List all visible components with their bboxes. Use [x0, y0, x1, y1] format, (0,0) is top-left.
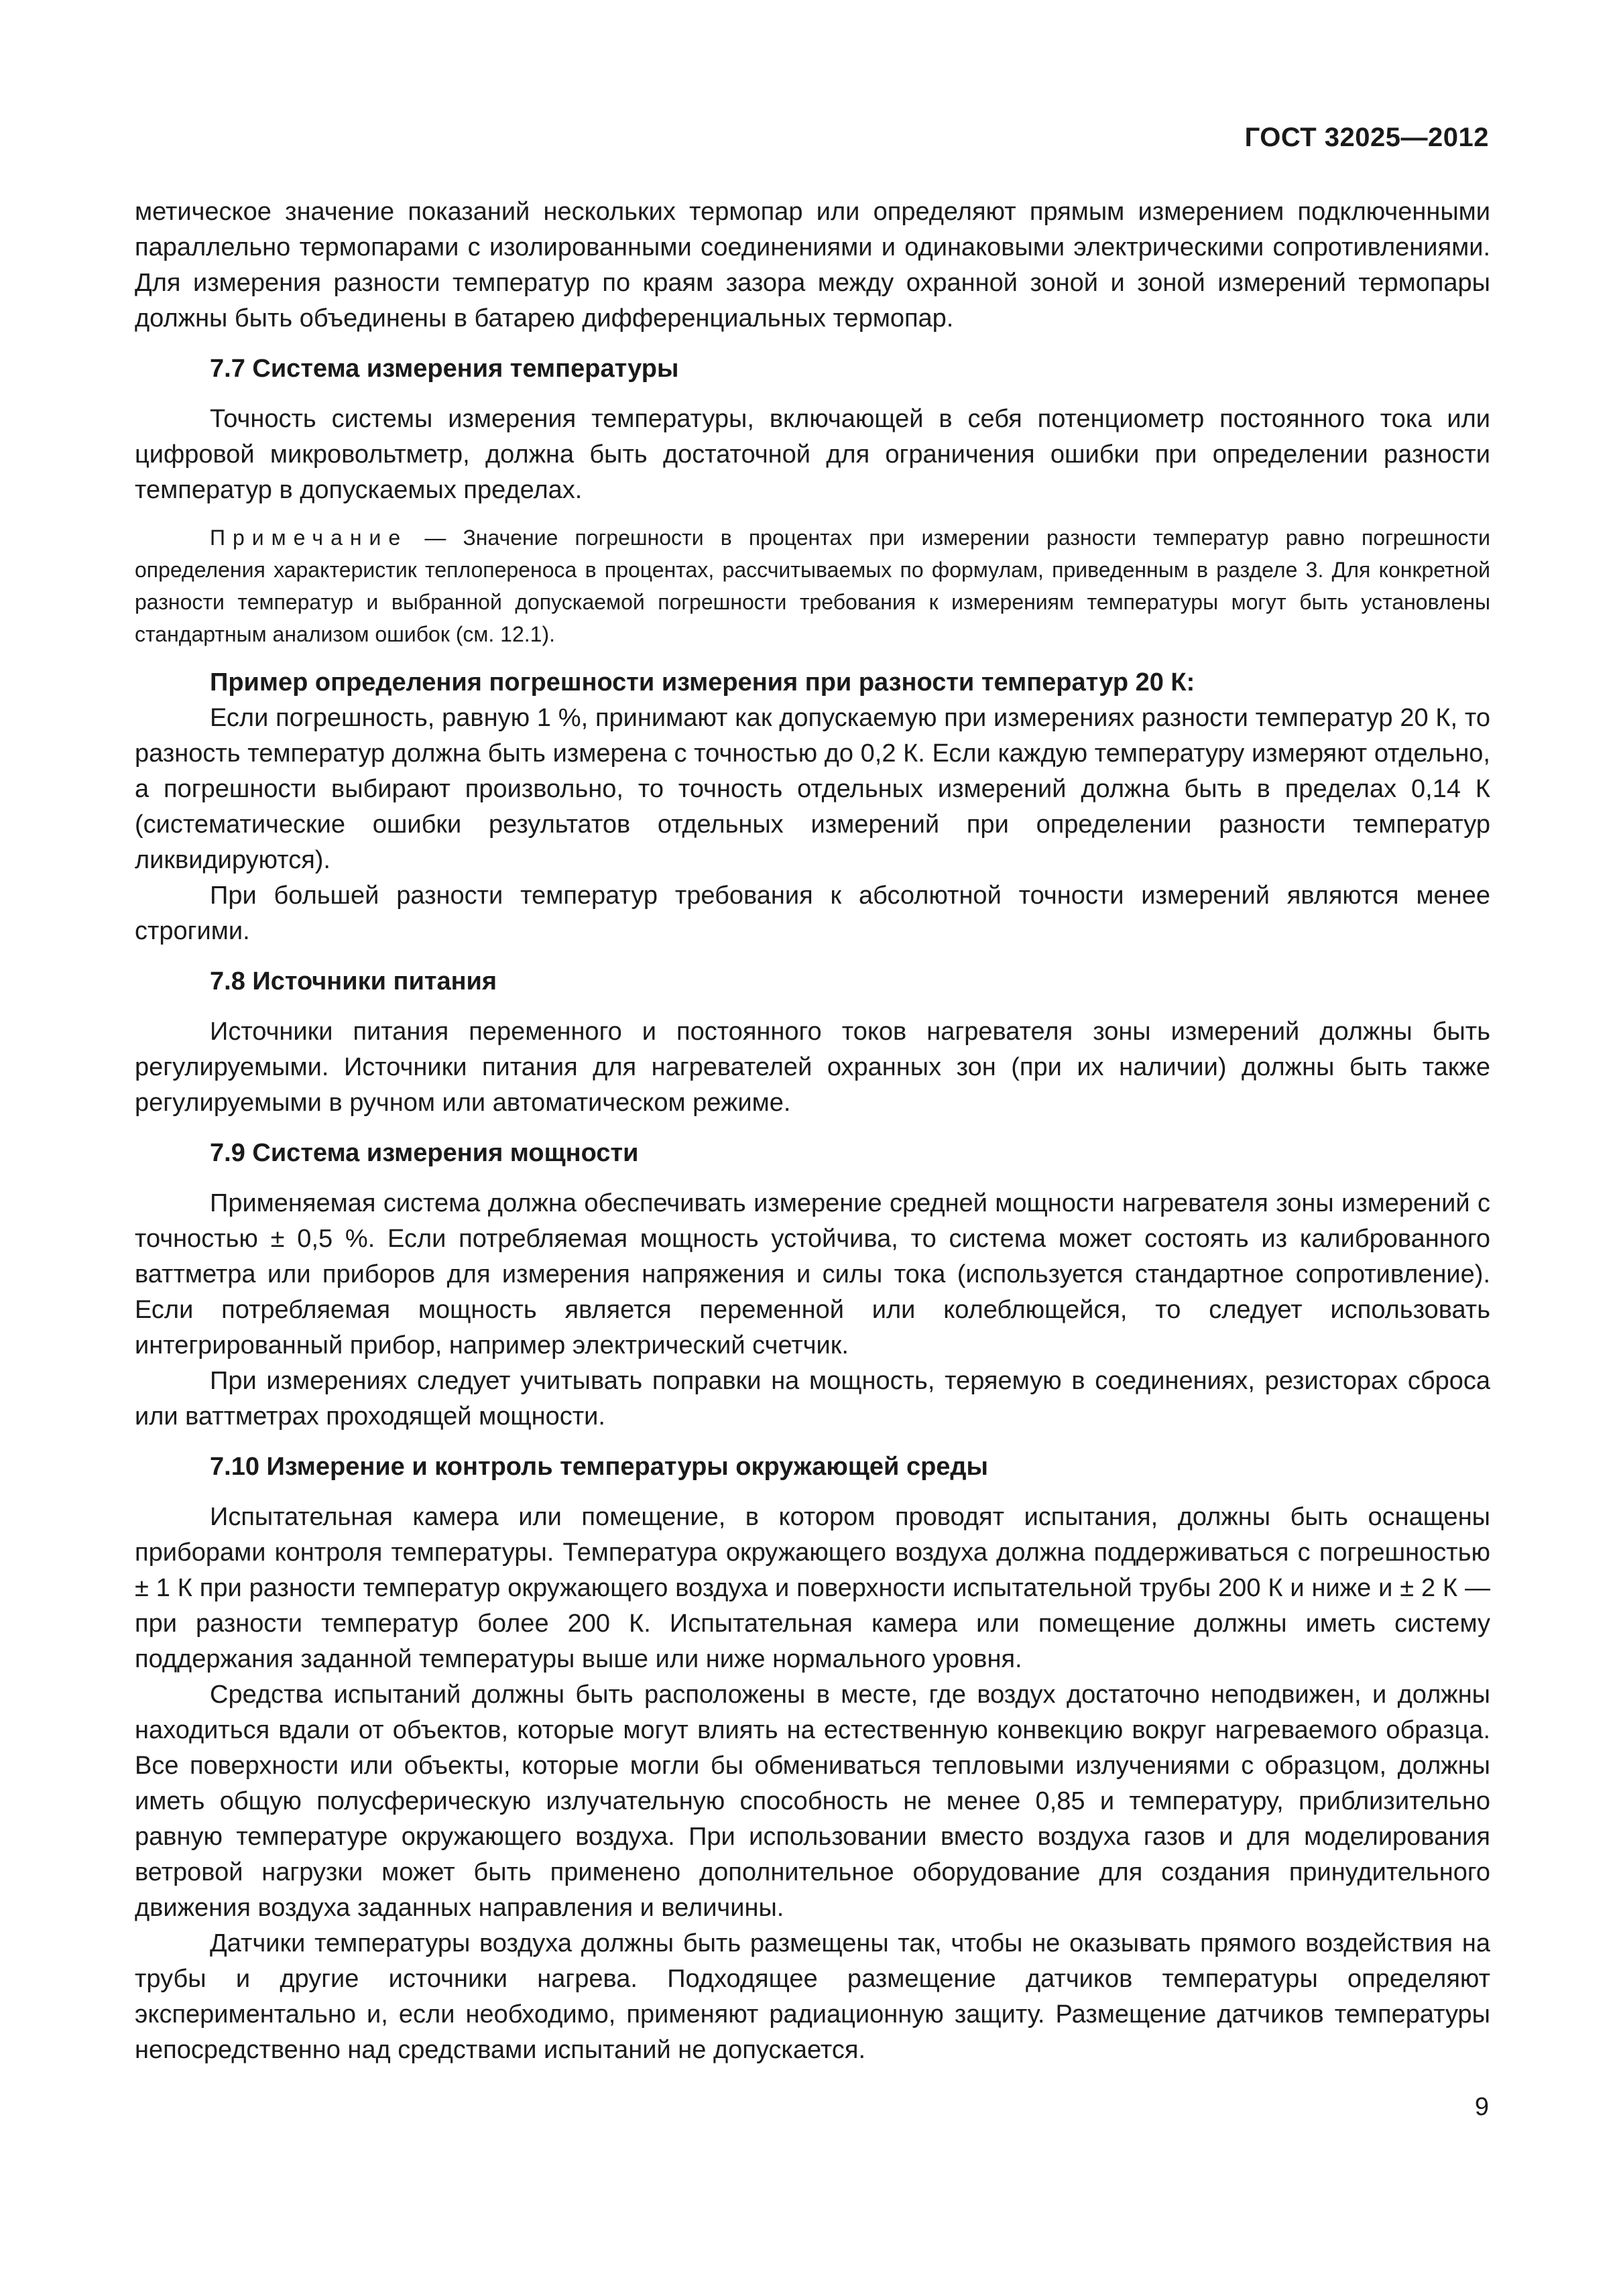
section-7-9-paragraph-1: Применяемая система должна обеспечивать измерение средней мощности нагревателя зоны измерений с точностью ± 0,5 %. Если потребляемая мощность устойчива, то система может состоять из калиброванного ваттметра или приборов для измерения напряжения и силы тока (используется стандартное сопротивление). Если потребляемая мощность является переменной или колеблющейся, то следует использовать интегрированный прибор, например электрический счетчик. — [135, 1189, 1490, 1360]
section-7-10-paragraph-1: Испытательная камера или помещение, в котором проводят испытания, должны быть оснащены приборами контроля температуры. Температура окружающего воздуха должна поддерживаться с погрешностью ± 1 К при разности температур окружающего воздуха и поверхности испытательной трубы 200 К и ниже и ± 2 К — при разности температур более 200 К. Испытательная камера или помещение должны иметь систему поддержания заданной температуры выше или ниже нормального уровня. — [135, 1503, 1490, 1673]
page-number: 9 — [1474, 2093, 1489, 2121]
document-id-header: ГОСТ 32025—2012 — [1244, 123, 1489, 152]
section-7-8-heading: 7.8 Источники питания — [210, 967, 497, 995]
section-7-7-paragraph-1: Точность системы измерения температуры, включающей в себя потенциометр постоянного тока или цифровой микровольтметр, должна быть достаточной для ограничения ошибки при определении разности температур в допускаемых пределах. — [135, 405, 1490, 504]
section-7-10-paragraph-2: Средства испытаний должны быть расположены в месте, где воздух достаточно неподвижен, и должны находиться вдали от объектов, которые могут влиять на естественную конвекцию вокруг нагреваемого образца. Все поверхности или объекты, которые могли бы обмениваться тепловыми излучениями с образцом, должны иметь общую полусферическую излучательную способность не менее 0,85 и температуру, приблизительно равную температуре окружающего воздуха. При использовании вместо воздуха газов и для моделирования ветровой нагрузки может быть применено дополнительное оборудование для создания принудительного движения воздуха заданных направления и величины. — [135, 1681, 1490, 1922]
section-7-8-paragraph-1: Источники питания переменного и постоянного токов нагревателя зоны измерений должны быть регулируемыми. Источники питания для нагревателей охранных зон (при их наличии) должны быть также регулируемыми в ручном или автоматическом режиме. — [135, 1018, 1490, 1117]
section-7-7-heading: 7.7 Система измерения температуры — [210, 355, 679, 383]
section-7-10-heading: 7.10 Измерение и контроль температуры окружающей среды — [210, 1453, 989, 1481]
section-7-9-heading: 7.9 Система измерения мощности — [210, 1139, 639, 1167]
note-label: Примечание — [210, 526, 408, 550]
section-7-9-paragraph-2: При измерениях следует учитывать поправки на мощность, теряемую в соединениях, резисторах сброса или ваттметрах проходящей мощности. — [135, 1367, 1490, 1431]
example-paragraph: Если погрешность, равную 1 %, принимают как допускаемую при измерениях разности температур 20 К, то разность температур должна быть измерена с точностью до 0,2 К. Если каждую температуру измеряют отдельно, а погрешности выбирают произвольно, то точность отдельных измерений должна быть в пределах 0,14 К (систематические ошибки результатов отдельных измерений при определении разности температур ликвидируются). — [135, 704, 1490, 874]
example-heading: Пример определения погрешности измерения при разности температур 20 К: — [210, 668, 1195, 697]
document-body — [135, 194, 1490, 2068]
section-7-7-note — [135, 522, 1490, 650]
section-7-10-paragraph-3: Датчики температуры воздуха должны быть размещены так, чтобы не оказывать прямого воздействия на трубы и другие источники нагрева. Подходящее размещение датчиков температуры определяют экспериментально и, если необходимо, применяют радиационную защиту. Размещение датчиков температуры непосредственно над средствами испытаний не допускается. — [135, 1929, 1490, 2064]
intro-continuation-paragraph: метическое значение показаний нескольких термопар или определяют прямым измерением подключенными параллельно термопарами с изолированными соединениями и одинаковыми электрическими сопротивлениями. Для измерения разности температур по краям зазора между охранной зоной и зоной измерений термопары должны быть объединены в батарею дифференциальных термопар. — [135, 198, 1490, 333]
note-text: — Значение погрешности в процентах при измерении разности температур равно погрешности определения характеристик теплопереноса в процентах, рассчитываемых по формулам, приведенным в разделе 3. Для конкретной разности температур и выбранной допускаемой погрешности требования к измерениям температуры могут быть установлены стандартным анализом ошибок (см. 12.1). — [135, 526, 1490, 646]
section-7-7-paragraph-2: При большей разности температур требования к абсолютной точности измерений являются менее строгими. — [135, 882, 1490, 945]
